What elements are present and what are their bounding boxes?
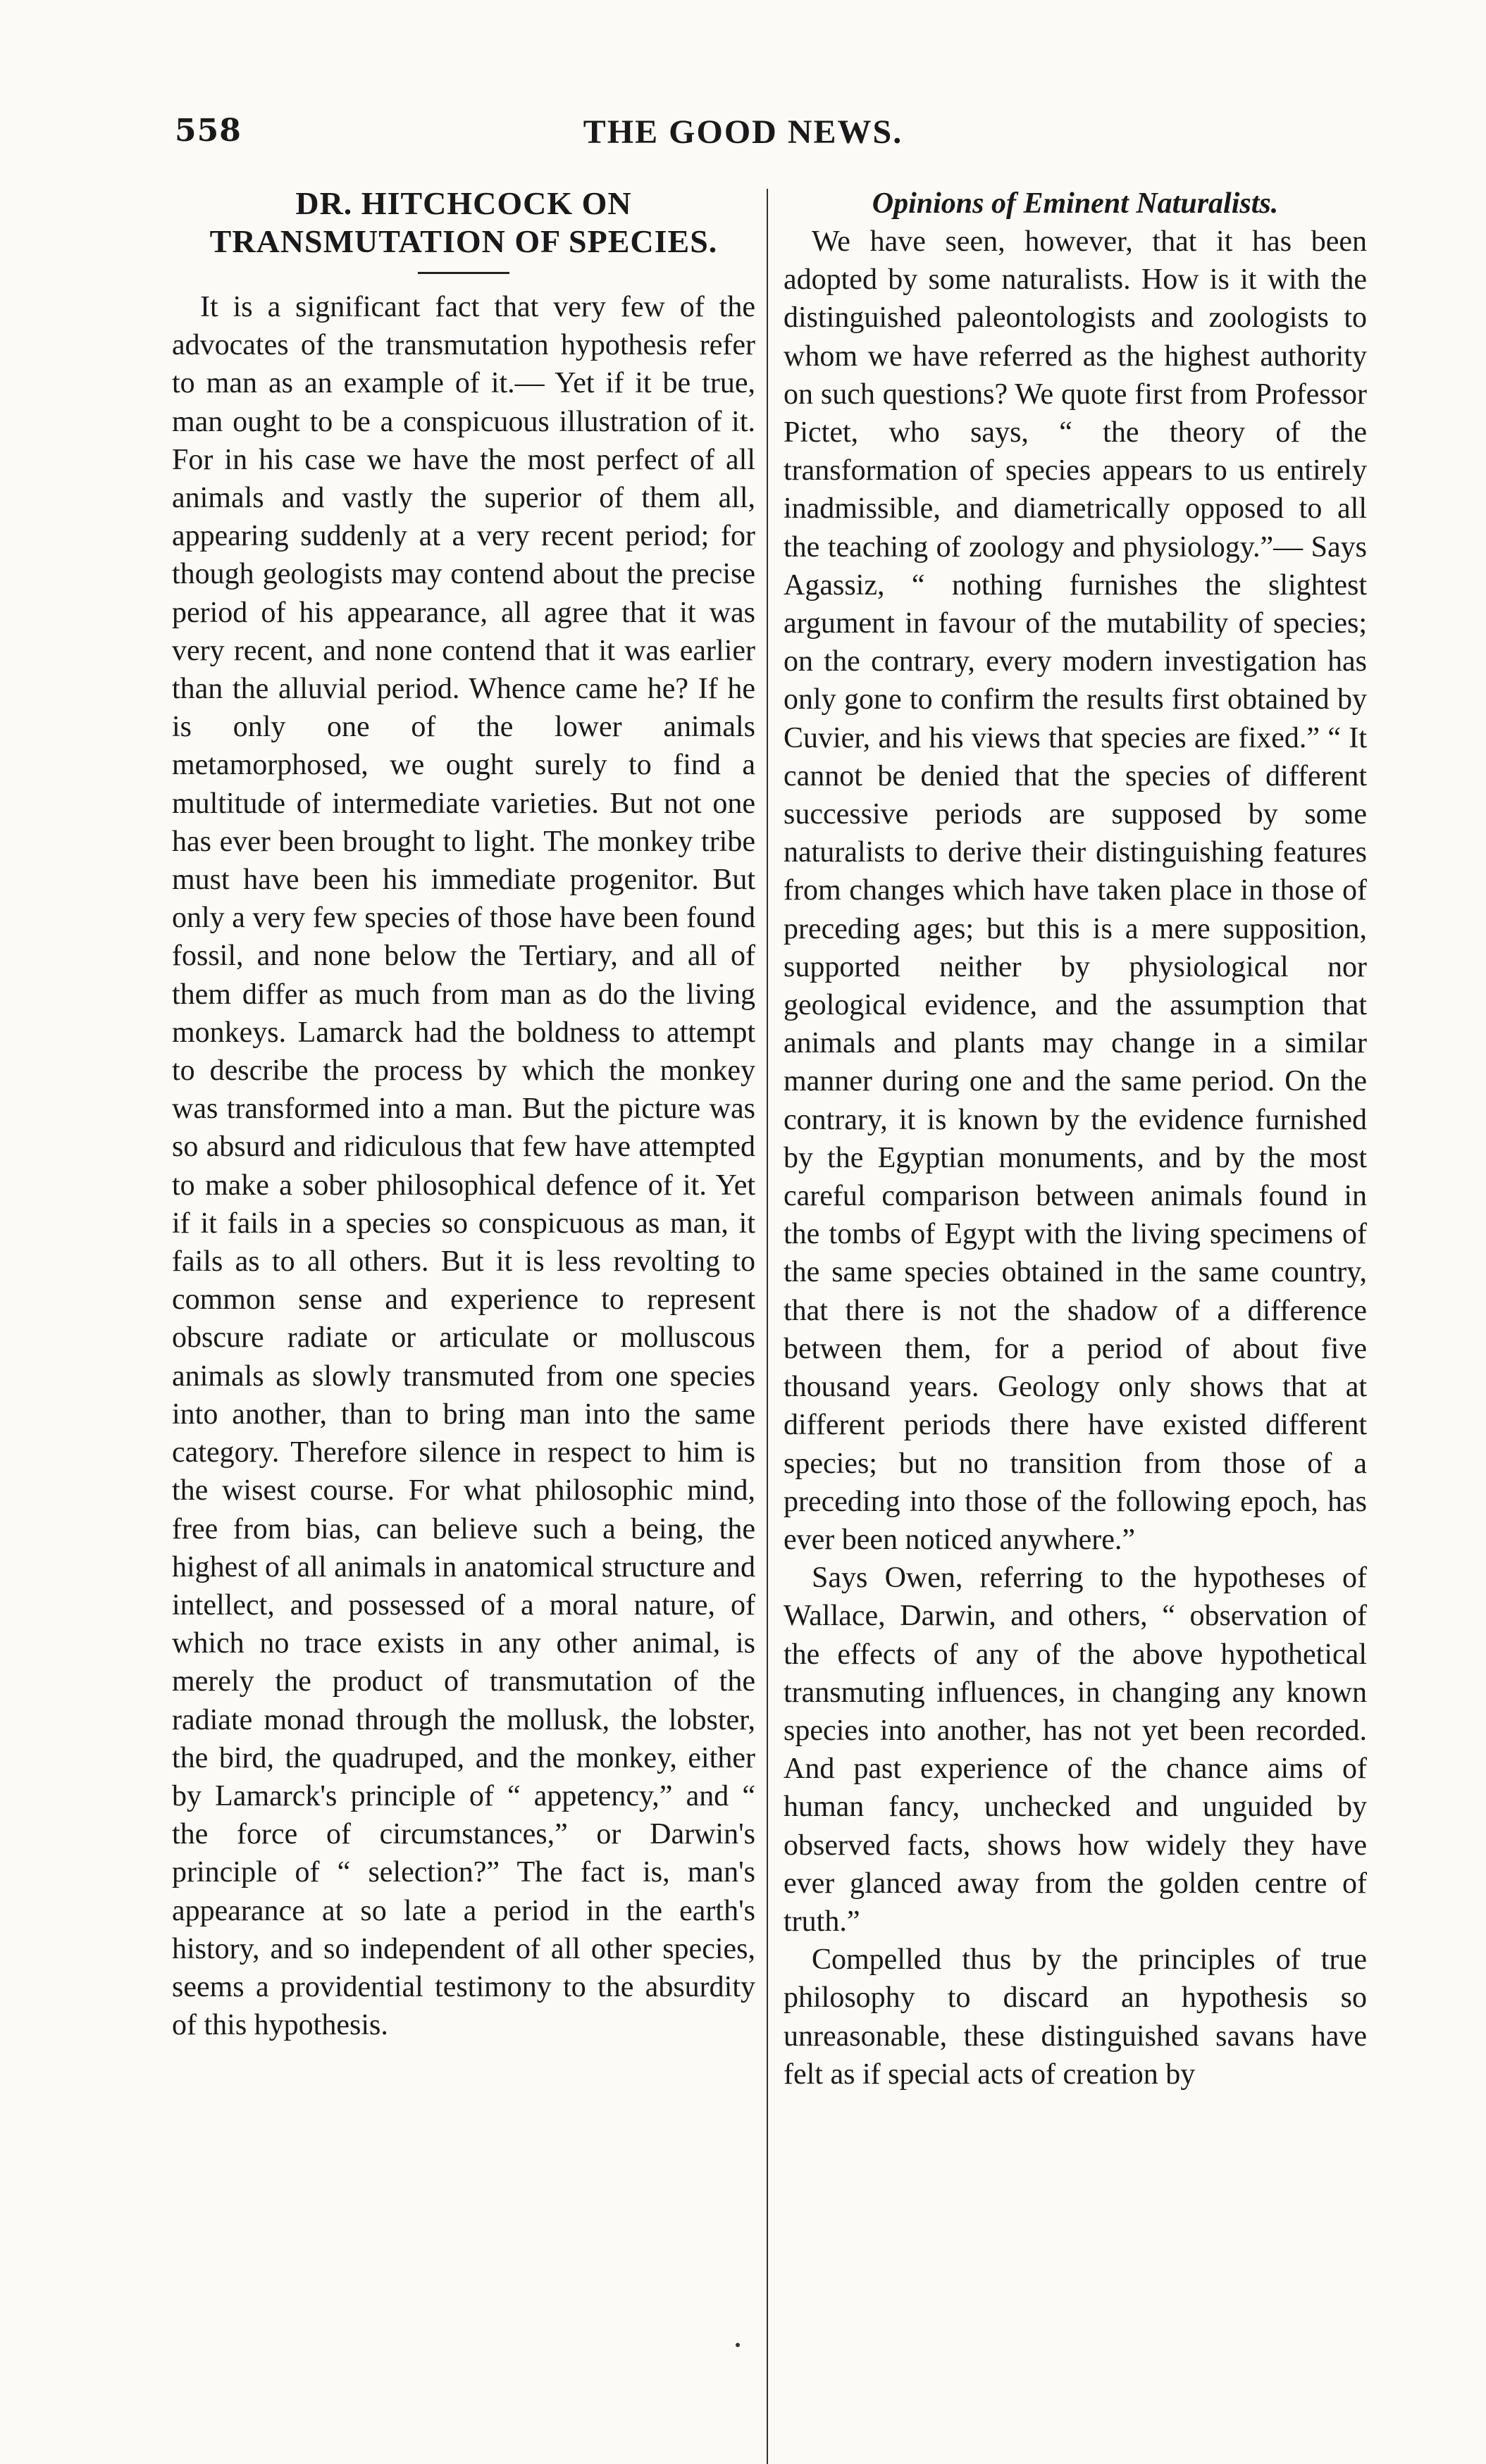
running-head: THE GOOD NEWS. <box>583 113 903 151</box>
paragraph-compelled: Compelled thus by the principles of true philosophy to discard an hypothesis so unreasonable, these distinguished savans have felt as if special acts of creation by <box>784 1943 1367 2091</box>
title-rule <box>418 272 509 274</box>
column-divider <box>767 189 768 2464</box>
page-number: 558 <box>175 113 242 149</box>
paragraph-naturalists: We have seen, however, that it has been adopted by some naturalists. How is it with the distinguished paleontologists and zoologists to whom we have referred as the highest authority on such questions? We quote first from Professor Pictet, who says, “ the theory of the transformation of species appears to us entirely inadmissible, and diametrically opposed to all the teaching of zoology and physiology.”— Says Agassiz, “ nothing furnishes the slightest argument in favour of the mutability of species; on the contrary, every modern investigation has only gone to confirm the results first obtained by Cuvier, and his views that species are fixed.” “ It cannot be denied that the species of different successive periods are supposed by some naturalists to derive their distinguishing features from changes which have taken place in those of preceding ages; but this is a mere supposition, supported neither by physiological nor geological evidence, and the assumption that animals and plants may change in a similar manner during one and the same period. On the contrary, it is known by the evidence furnished by the Egyptian monuments, and by the most careful comparison between animals found in the tombs of Egypt with the living specimens of the same species obtained in the same country, that there is not the shadow of a difference between them, for a period of about five thousand years. Geology only shows that at different periods there have existed different species; but no transition from those of a preceding into those of the following epoch, has ever been noticed anywhere.” <box>784 225 1367 1556</box>
ink-dot <box>736 2343 740 2347</box>
left-column <box>172 185 755 2044</box>
section-subheading: Opinions of Eminent Naturalists. <box>872 187 1279 220</box>
paragraph-owen: Says Owen, referring to the hypotheses of Wallace, Darwin, and others, “ observation of the effects of any of the above hypothetical transmuting influences, in changing any known species into another, has not yet been recorded. And past experience of the chance aims of human fancy, unchecked and unguided by observed facts, shows how widely they have ever glanced away from the golden centre of truth.” <box>784 1562 1367 1938</box>
article-paragraph: It is a significant fact that very few of the advocates of the transmutation hypothesis refer to man as an example of it.— Yet if it be true, man ought to be a conspicuous illustration of it. For in his case we have the most perfect of all animals and vastly the superior of them all, appearing suddenly at a very recent period; for though geologists may contend about the precise period of his appearance, all agree that it was very recent, and none contend that it was earlier than the alluvial period. Whence came he? If he is only one of the lower animals metamorphosed, we ought surely to find a multitude of intermediate varieties. But not one has ever been brought to light. The monkey tribe must have been his immediate progenitor. But only a very few species of those have been found fossil, and none below the Tertiary, and all of them differ as much from man as do the living monkeys. Lamarck had the boldness to attempt to describe the process by which the monkey was transformed into a man. But the picture was so absurd and ridiculous that few have attempted to make a sober philosophical defence of it. Yet if it fails in a species so conspicuous as man, it fails as to all others. But it is less revolting to common sense and experience to represent obscure radiate or articulate or molluscous animals as slowly transmuted from one species into another, than to bring man into the same category. Therefore silence in respect to him is the wisest course. For what philosophic mind, free from bias, can believe such a being, the highest of all animals in anatomical structure and intellect, and possessed of a moral nature, of which no trace exists in any other animal, is merely the product of transmutation of the radiate monad through the mollusk, the lobster, the bird, the quadruped, and the monkey, either by Lamarck's principle of “ appetency,” and “ the force of circumstances,” or Darwin's principle of “ selection?” The fact is, man's appearance at so late a period in the earth's history, and so independent of all other species, seems a providential testimony to the absurdity of this hypothesis. <box>172 291 755 2042</box>
article-title: DR. HITCHCOCK ON TRANSMUTATION OF SPECIES. <box>209 185 718 259</box>
right-column <box>784 185 1367 2093</box>
page-header <box>0 113 1486 169</box>
